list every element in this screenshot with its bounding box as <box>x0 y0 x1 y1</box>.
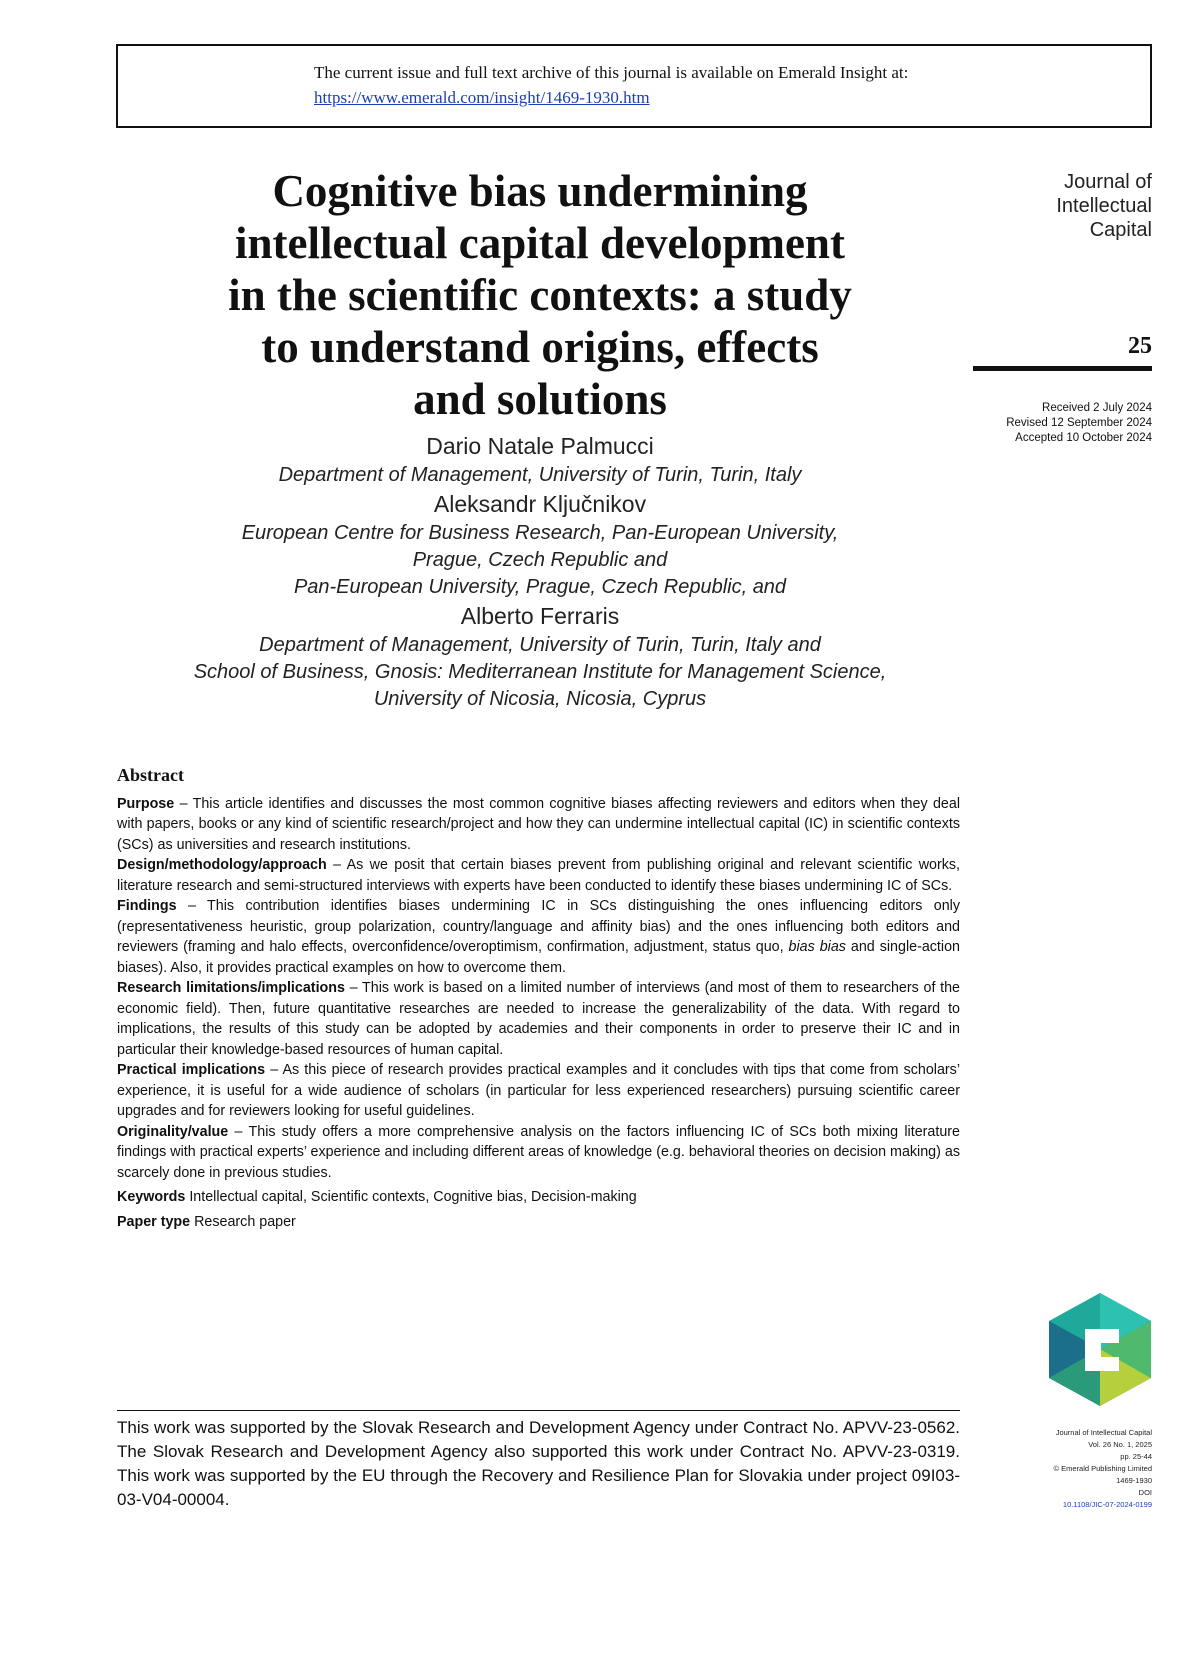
meta-pages: pp. 25-44 <box>1120 1452 1152 1461</box>
abstract-text: and single-action biases). Also, it provides practical examples on how to overcome them. <box>117 939 960 976</box>
author-affiliation <box>120 520 960 601</box>
abstract-text: – This contribution identifies biases undermining IC in SCs distinguishing the ones influencing editors only (representativeness heuristic, group polarization, country/language and affinity bias) and the ones influencing both editors and reviewers (framing and halo effects, overconfidence/overoptimism, confirmation, adjustment, status quo, <box>117 898 960 955</box>
author-affiliation <box>120 462 960 489</box>
page-number: 25 <box>1128 333 1152 359</box>
archive-notice-line: The current issue and full text archive of this journal is available on Emerald Insight at: <box>314 63 909 82</box>
abstract-design <box>117 855 960 896</box>
article-dates <box>960 401 1152 446</box>
affiliation-line: School of Business, Gnosis: Mediterranean Institute for Management Science, <box>193 661 887 683</box>
meta-issn: 1469-1930 <box>1116 1476 1152 1485</box>
journal-name-line: Capital <box>1089 219 1152 241</box>
abstract-text: Intellectual capital, Scientific contexts, Cognitive bias, Decision-making <box>185 1189 637 1205</box>
journal-name-line: Journal of <box>1064 171 1152 193</box>
abstract-purpose <box>117 794 960 856</box>
received-date: Received 2 July 2024 <box>1042 402 1152 414</box>
abstract-label: Keywords <box>117 1189 186 1205</box>
journal-name <box>960 170 1152 242</box>
abstract-label: Paper type <box>117 1213 191 1230</box>
author-block <box>120 431 960 713</box>
title-line: Cognitive bias undermining <box>272 166 808 216</box>
abstract-text: – As this piece of research provides practical examples and it concludes with tips that come from scholars’ experience, it is useful for a wide audience of scholars (in particular for less experienced researchers) pursuing scientific career upgrades and for reviewers looking for useful guidelines. <box>117 1062 960 1119</box>
title-line: in the scientific contexts: a study <box>228 270 852 320</box>
abstract-italic-term: bias bias <box>788 939 846 955</box>
abstract-heading: Abstract <box>117 765 184 785</box>
abstract-keywords <box>117 1187 960 1208</box>
side-divider <box>973 366 1152 371</box>
abstract-section <box>117 765 960 1232</box>
meta-doi-line <box>960 1487 1152 1511</box>
author-affiliation <box>120 632 960 713</box>
abstract-text: – This article identifies and discusses the most common cognitive biases affecting reviewers and editors when they deal with papers, books or any kind of scientific research/project and how they can undermine intellectual capital (IC) in scientific contexts (SCs) as universities and research institutions. <box>117 795 960 853</box>
author-name: Dario Natale Palmucci <box>426 433 654 459</box>
affiliation-line: Pan-European University, Prague, Czech Republic, and <box>293 576 787 598</box>
abstract-text: – As we posit that certain biases prevent from publishing original and relevant scientific works, literature research and semi-structured interviews with experts have been conducted to identify these biases undermining IC of SCs. <box>117 857 960 894</box>
abstract-label: Findings <box>117 898 177 914</box>
abstract-paper-type <box>117 1212 960 1233</box>
abstract-label: Purpose <box>117 795 175 812</box>
affiliation-line: European Centre for Business Research, Pan-European University, <box>241 522 839 544</box>
abstract-findings <box>117 896 960 978</box>
abstract-practical <box>117 1060 960 1122</box>
footnote-divider <box>117 1410 960 1411</box>
article-title <box>160 165 920 425</box>
abstract-originality <box>117 1122 960 1184</box>
abstract-label: Research limitations/implications <box>117 980 345 996</box>
title-line: and solutions <box>413 374 667 424</box>
author-name: Aleksandr Ključnikov <box>433 491 647 517</box>
funding-footnote: This work was supported by the Slovak Research and Development Agency under Contract No. APVV-23-0562. The Slovak Research and Development Agency also supported this work under Contract No. APVV-23-0319. This work was supported by the EU through the Recovery and Resilience Plan for Slovakia under project 09I03-03-V04-00004. <box>117 1418 960 1509</box>
revised-date: Revised 12 September 2024 <box>1006 417 1152 429</box>
affiliation-line: Prague, Czech Republic and <box>412 549 668 571</box>
archive-notice-text <box>314 60 1114 110</box>
abstract-label: Originality/value <box>117 1123 229 1140</box>
abstract-text: Research paper <box>190 1213 296 1230</box>
author-name: Alberto Ferraris <box>460 603 620 629</box>
abstract-label: Practical implications <box>117 1062 266 1078</box>
title-line: to understand origins, effects <box>261 322 819 372</box>
emerald-logo-icon <box>1049 1293 1151 1406</box>
abstract-limitations <box>117 978 960 1060</box>
meta-journal: Journal of Intellectual Capital <box>1055 1428 1152 1437</box>
accepted-date: Accepted 10 October 2024 <box>1015 432 1152 444</box>
doi-link[interactable]: 10.1108/JIC-07-2024-0199 <box>1062 1500 1152 1509</box>
title-line: intellectual capital development <box>235 218 845 268</box>
abstract-label: Design/methodology/approach <box>117 857 327 873</box>
abstract-text: – This study offers a more comprehensive analysis on the factors influencing IC of SCs both mixing literature findings with practical experts’ experience and including different areas of knowledge (e.g. behavioral theories on decision making) as scarcely done in previous studies. <box>117 1123 960 1181</box>
meta-volume: Vol. 26 No. 1, 2025 <box>1088 1440 1152 1449</box>
archive-notice-box <box>116 44 1152 128</box>
affiliation-line: Department of Management, University of Turin, Turin, Italy and <box>259 634 821 656</box>
doi-label: DOI <box>1138 1488 1152 1497</box>
journal-archive-link[interactable]: https://www.emerald.com/insight/1469-1930.htm <box>314 88 650 107</box>
meta-publisher: © Emerald Publishing Limited <box>1053 1464 1152 1473</box>
abstract-text: – This work is based on a limited number of interviews (and most of them to researchers of the economic field). Then, future quantitative researches are needed to increase the generalizability of the data. With regard to implications, the results of this study can be adopted by academies and their components in order to preserve their IC and in particular their knowledge-based resources of human capital. <box>117 980 960 1058</box>
affiliation-line: Department of Management, University of Turin, Turin, Italy <box>278 464 802 486</box>
publication-metadata <box>960 1427 1152 1511</box>
affiliation-line: University of Nicosia, Nicosia, Cyprus <box>373 688 707 710</box>
journal-name-line: Intellectual <box>1056 195 1152 217</box>
